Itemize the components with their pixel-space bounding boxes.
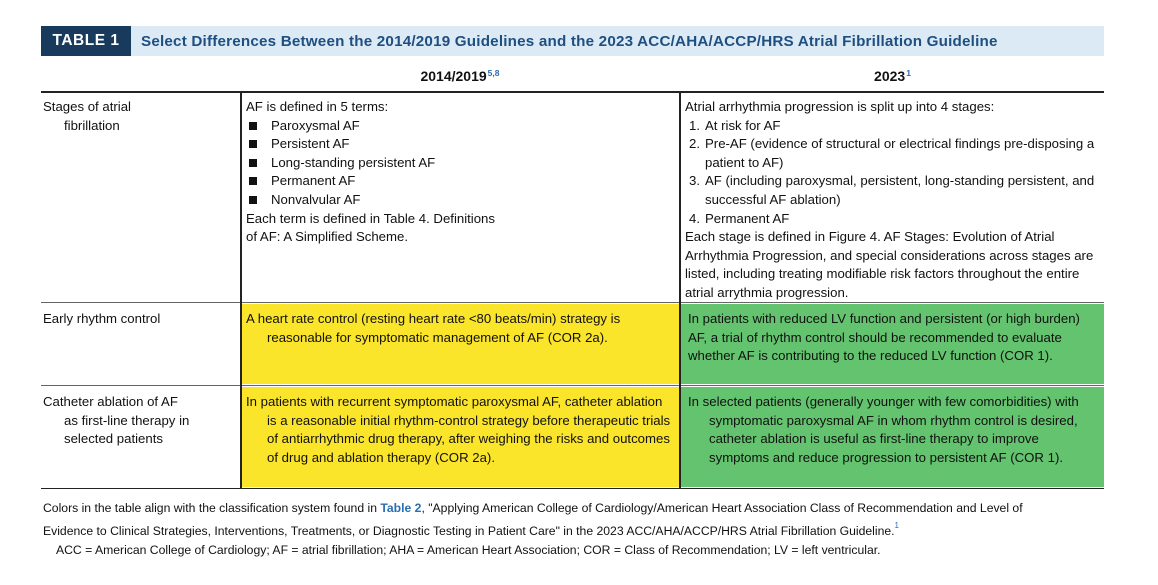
column-header-2014-2019: [241, 62, 679, 90]
citation-superscript[interactable]: 1: [906, 68, 911, 78]
square-bullet-icon: [249, 196, 257, 204]
row-label-catheter-ablation: Catheter ablation of AF as first-line therapy in selected patients: [43, 394, 190, 447]
table-bottom-rule: [41, 488, 1104, 489]
footnote-colors-line2: Evidence to Clinical Strategies, Interventions, Treatments, or Diagnostic Testing in Patient Care" in the 2023 ACC/AHA/ACCP/HRS Atrial Fibrillation Guideline.$^1$: [43, 521, 899, 539]
column-header-label: 2023: [874, 68, 906, 84]
citation-superscript[interactable]: 5,8: [487, 68, 500, 78]
header-rule: [41, 91, 1104, 93]
column-divider: [240, 92, 242, 488]
list-item: 3. AF (including paroxysmal, persistent, long-standing persistent, and successful AF ablation): [689, 173, 1095, 207]
list-item: Permanent AF: [246, 172, 674, 191]
column-header-label: 2014/2019: [420, 68, 487, 84]
row-label-early-rhythm-control: Early rhythm control: [43, 311, 161, 326]
column-divider: [679, 92, 681, 488]
square-bullet-icon: [249, 122, 257, 130]
square-bullet-icon: [249, 140, 257, 148]
cell-2023-catheter-ablation: In selected patients (generally younger with few comorbidities) with symptomatic paroxysmal AF in whom rhythm control is desired, catheter ablation is useful as first-line therapy to improve symptoms and reduce progression to persistent AF (COR 1).: [688, 394, 1079, 465]
citation-superscript[interactable]: 1: [894, 521, 899, 530]
list-item: 1. At risk for AF: [689, 117, 781, 133]
list-item: 2. Pre-AF (evidence of structural or electrical findings pre-disposing a patient to AF): [689, 136, 1095, 170]
footnote-abbreviations: ACC = American College of Cardiology; AF = atrial fibrillation; AHA = American Heart Association; COR = Class of Recommendation; LV = left ventricular.: [56, 543, 881, 557]
list-item: Nonvalvular AF: [246, 191, 674, 210]
cell-2014-early-rhythm-control: A heart rate control (resting heart rate <80 beats/min) strategy is reasonable for symptomatic management of AF (COR 2a).: [246, 311, 621, 345]
list-item: Long-standing persistent AF: [246, 154, 674, 173]
row-divider: [41, 385, 1104, 386]
list-item: Persistent AF: [246, 135, 674, 154]
column-header-2023: [681, 62, 1104, 90]
list-item: Paroxysmal AF: [246, 117, 674, 136]
cell-2023-early-rhythm-control: In patients with reduced LV function and persistent (or high burden) AF, a trial of rhythm control should be recommended to evaluate whether AF is contributing to the reduced LV function (COR 1).: [688, 311, 1080, 364]
list-item: 4. Permanent AF: [689, 210, 790, 226]
cell-2023-stages: Atrial arrhythmia progression is split up into 4 stages: 1. At risk for AF 2. Pre-AF (evidence of structural or electrical findings pre-disposing a patient to AF) 3. AF (including paroxysmal, persistent, long-standing persistent, and successful AF ablation) 4. Permanent AF Each stage is defined in Figure 4. AF Stages: Evolution of Atrial Arrhythmia Progression, and special considerations across stages are listed, including treating modifiable risk factors throughout the entire atrial arrythmia progression.: [685, 98, 1097, 303]
row-label-stages: Stages of atrial fibrillation: [43, 99, 131, 133]
table-2-link[interactable]: Table 2: [380, 501, 422, 515]
square-bullet-icon: [249, 159, 257, 167]
square-bullet-icon: [249, 177, 257, 185]
cell-2014-catheter-ablation: In patients with recurrent symptomatic paroxysmal AF, catheter ablation is a reasonable initial rhythm-control strategy before therapeutic trials of antiarrhythmic drug therapy, after weighing the risks and outcomes of drug and ablation therapy (COR 2a).: [246, 394, 671, 465]
footnote-colors: Colors in the table align with the classification system found in Table 2, "Applying American College of Cardiology/American Heart Association Class of Recommendation and Level of: [43, 501, 1023, 515]
table-number-badge: TABLE 1: [41, 26, 131, 56]
cell-2014-stages: AF is defined in 5 terms: Paroxysmal AF Persistent AF Long-standing persistent AF Permanent AF Nonvalvular AF Each term is defined in Table 4. Definitions of AF: A Simplified Scheme.: [246, 98, 674, 247]
table-title: Select Differences Between the 2014/2019 Guidelines and the 2023 ACC/AHA/ACCP/HRS Atrial Fibrillation Guideline: [141, 32, 998, 50]
